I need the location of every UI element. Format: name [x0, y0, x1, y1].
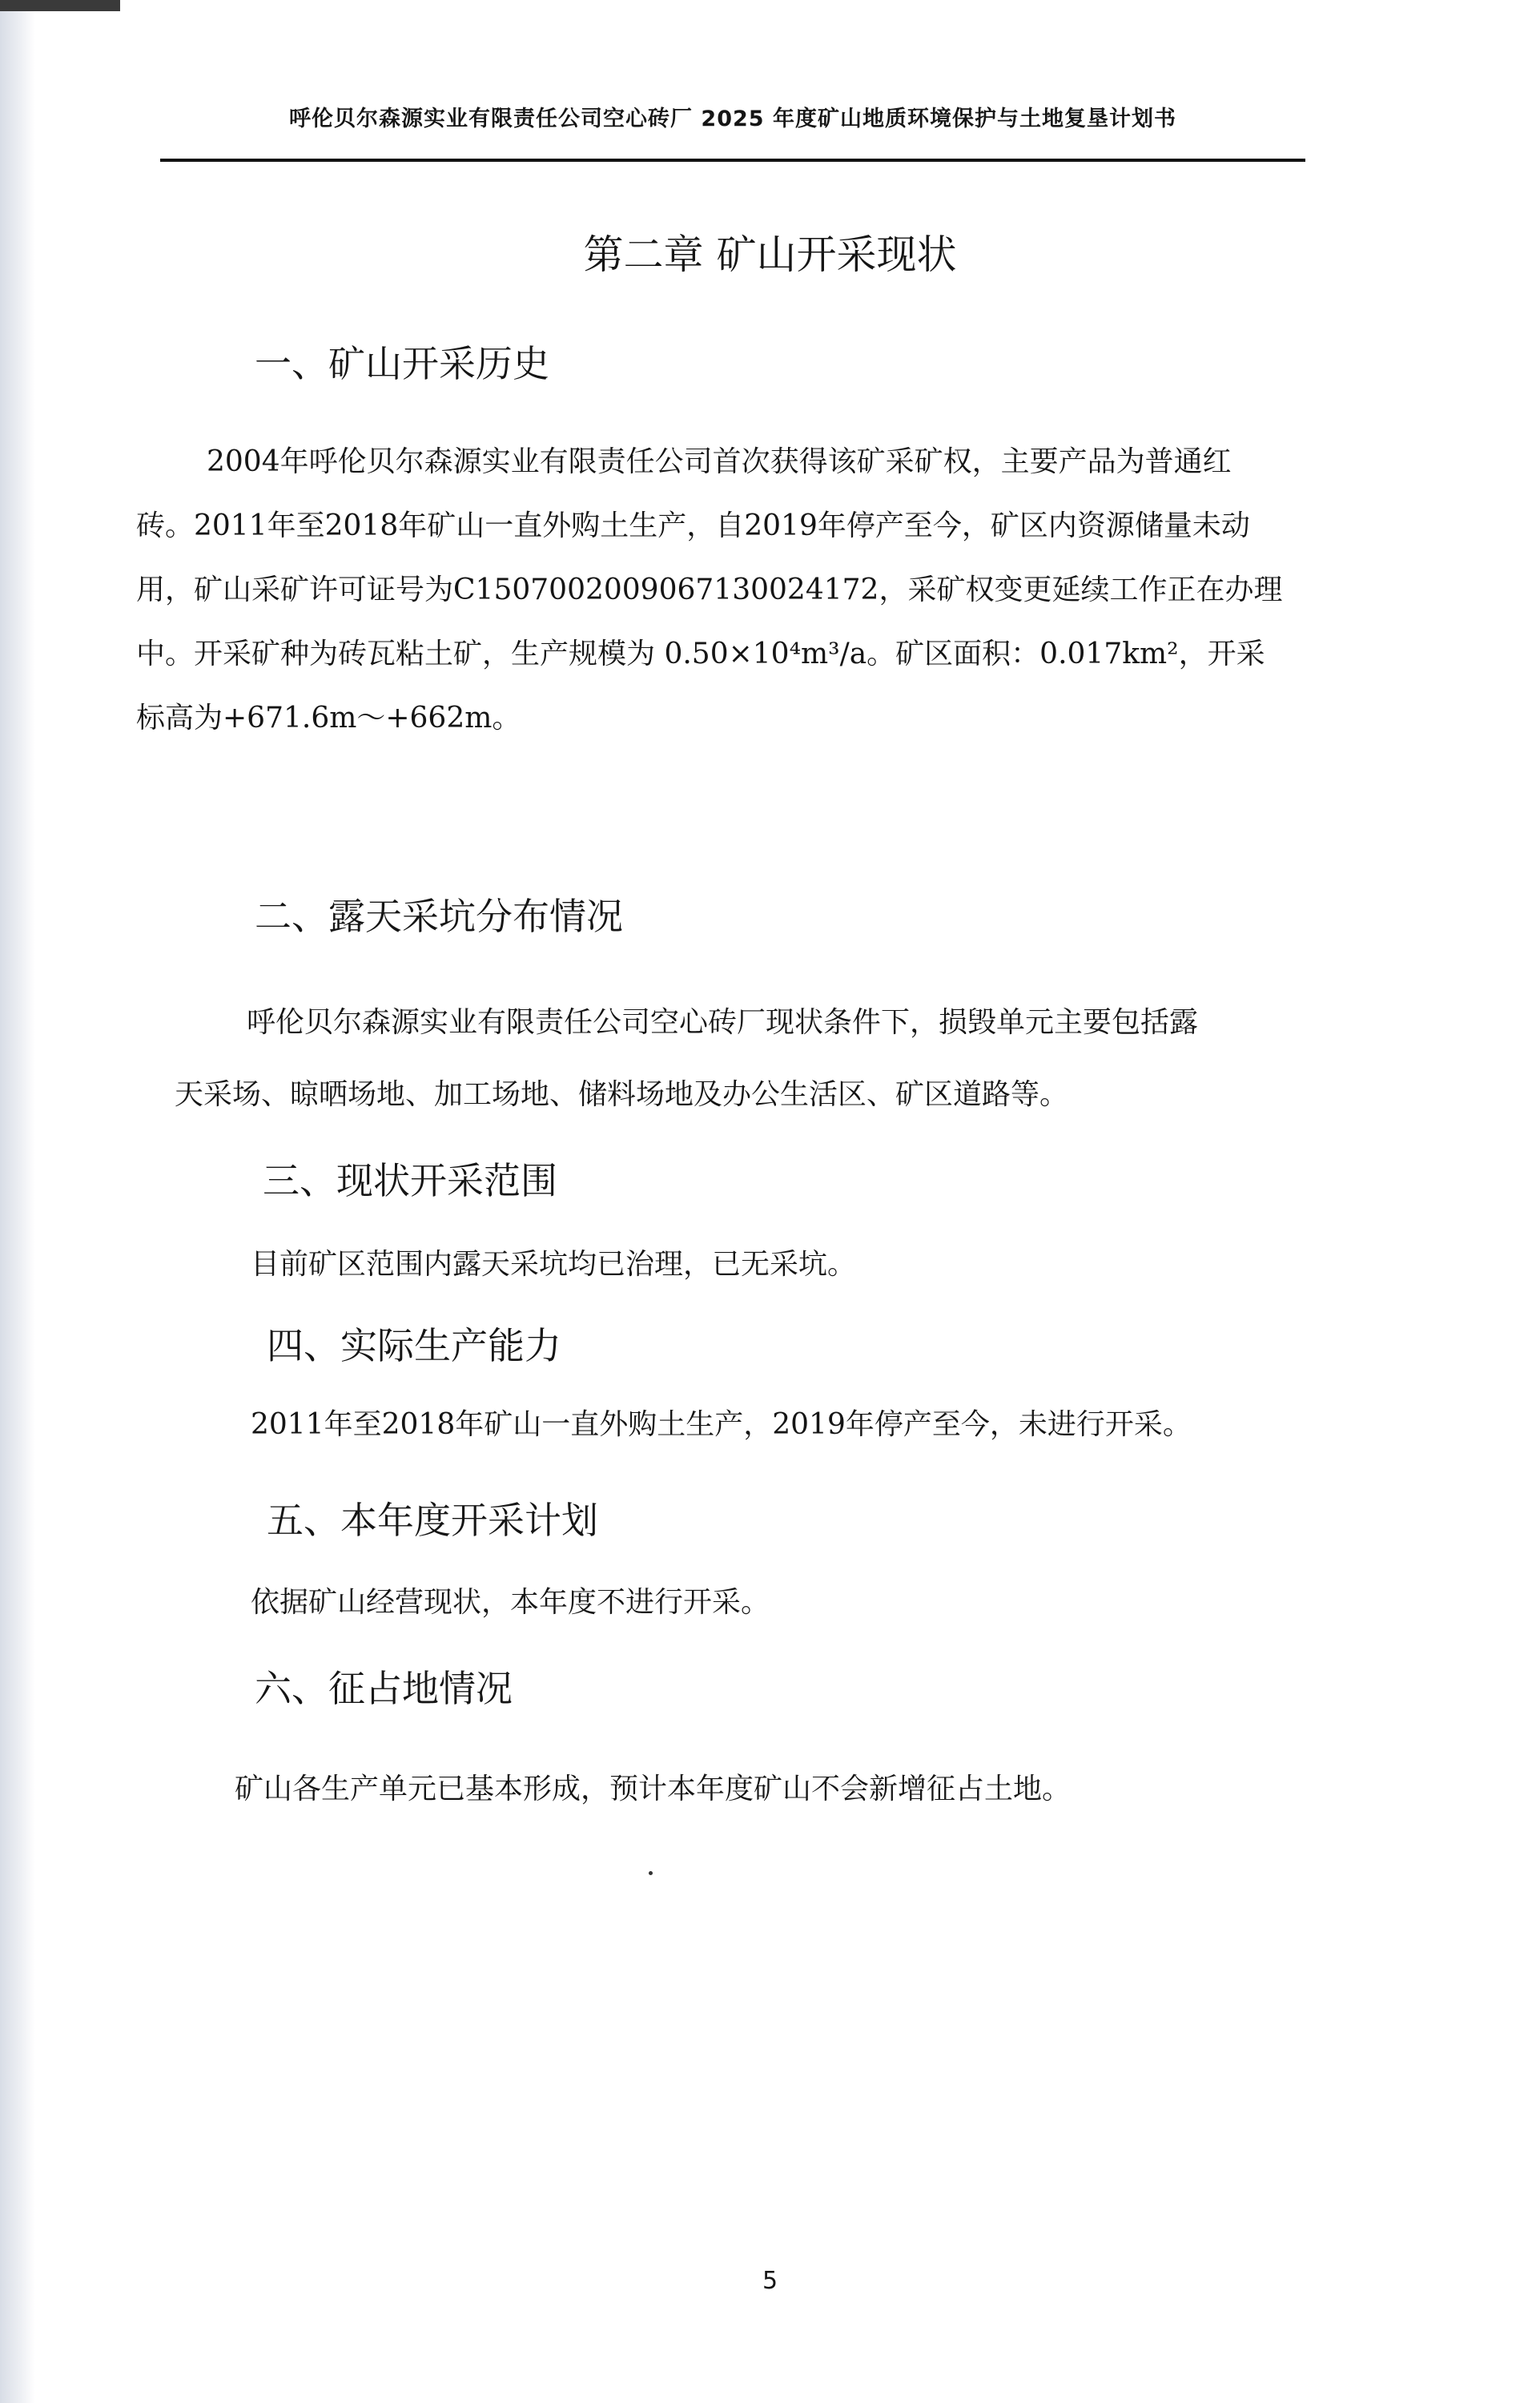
section-heading-annual-mining-plan: 五、本年度开采计划 [267, 1499, 598, 1542]
chapter-title: 第二章 矿山开采现状 [583, 231, 957, 278]
paragraph-line: 2011年至2018年矿山一直外购土生产，2019年停产至今，未进行开采。 [251, 1408, 1192, 1441]
scan-edge-mark [0, 0, 120, 11]
paragraph-line: 标高为+671.6m～+662m。 [136, 702, 521, 735]
paragraph-line: 目前矿区范围内露天采坑均已治理，已无采坑。 [251, 1248, 857, 1281]
section-heading-mining-history: 一、矿山开采历史 [255, 342, 549, 385]
paragraph-line: 2004年呼伦贝尔森源实业有限责任公司首次获得该矿采矿权，主要产品为普通红 [207, 445, 1232, 478]
paragraph-line: 依据矿山经营现状，本年度不进行开采。 [251, 1586, 770, 1619]
paragraph-line: 天采场、晾晒场地、加工场地、储料场地及办公生活区、矿区道路等。 [175, 1078, 1069, 1111]
scan-speck [649, 1871, 653, 1875]
paragraph-line: 用，矿山采矿许可证号为C1507002009067130024172，采矿权变更延续工作正在办理 [136, 574, 1283, 606]
paragraph-line: 中。开采矿种为砖瓦粘土矿，生产规模为 0.50×10⁴m³/a。矿区面积：0.017km²，开采 [136, 638, 1265, 670]
section-heading-land-acquisition: 六、征占地情况 [255, 1667, 513, 1710]
scan-edge-shadow [0, 0, 35, 2403]
paragraph-line: 矿山各生产单元已基本形成，预计本年度矿山不会新增征占土地。 [235, 1773, 1072, 1805]
section-heading-actual-production-capacity: 四、实际生产能力 [267, 1324, 561, 1367]
page-number: 5 [762, 2267, 778, 2295]
paragraph-line: 呼伦贝尔森源实业有限责任公司空心砖厂现状条件下，损毁单元主要包括露 [247, 1006, 1199, 1039]
section-heading-open-pit-distribution: 二、露天采坑分布情况 [255, 895, 623, 938]
paragraph-line: 砖。2011年至2018年矿山一直外购土生产，自2019年停产至今，矿区内资源储量未动 [136, 509, 1250, 542]
section-heading-current-mining-scope: 三、现状开采范围 [263, 1159, 557, 1202]
running-header: 呼伦贝尔森源实业有限责任公司空心砖厂 2025 年度矿山地质环境保护与土地复垦计划书 [289, 107, 1176, 131]
header-rule [160, 159, 1305, 162]
